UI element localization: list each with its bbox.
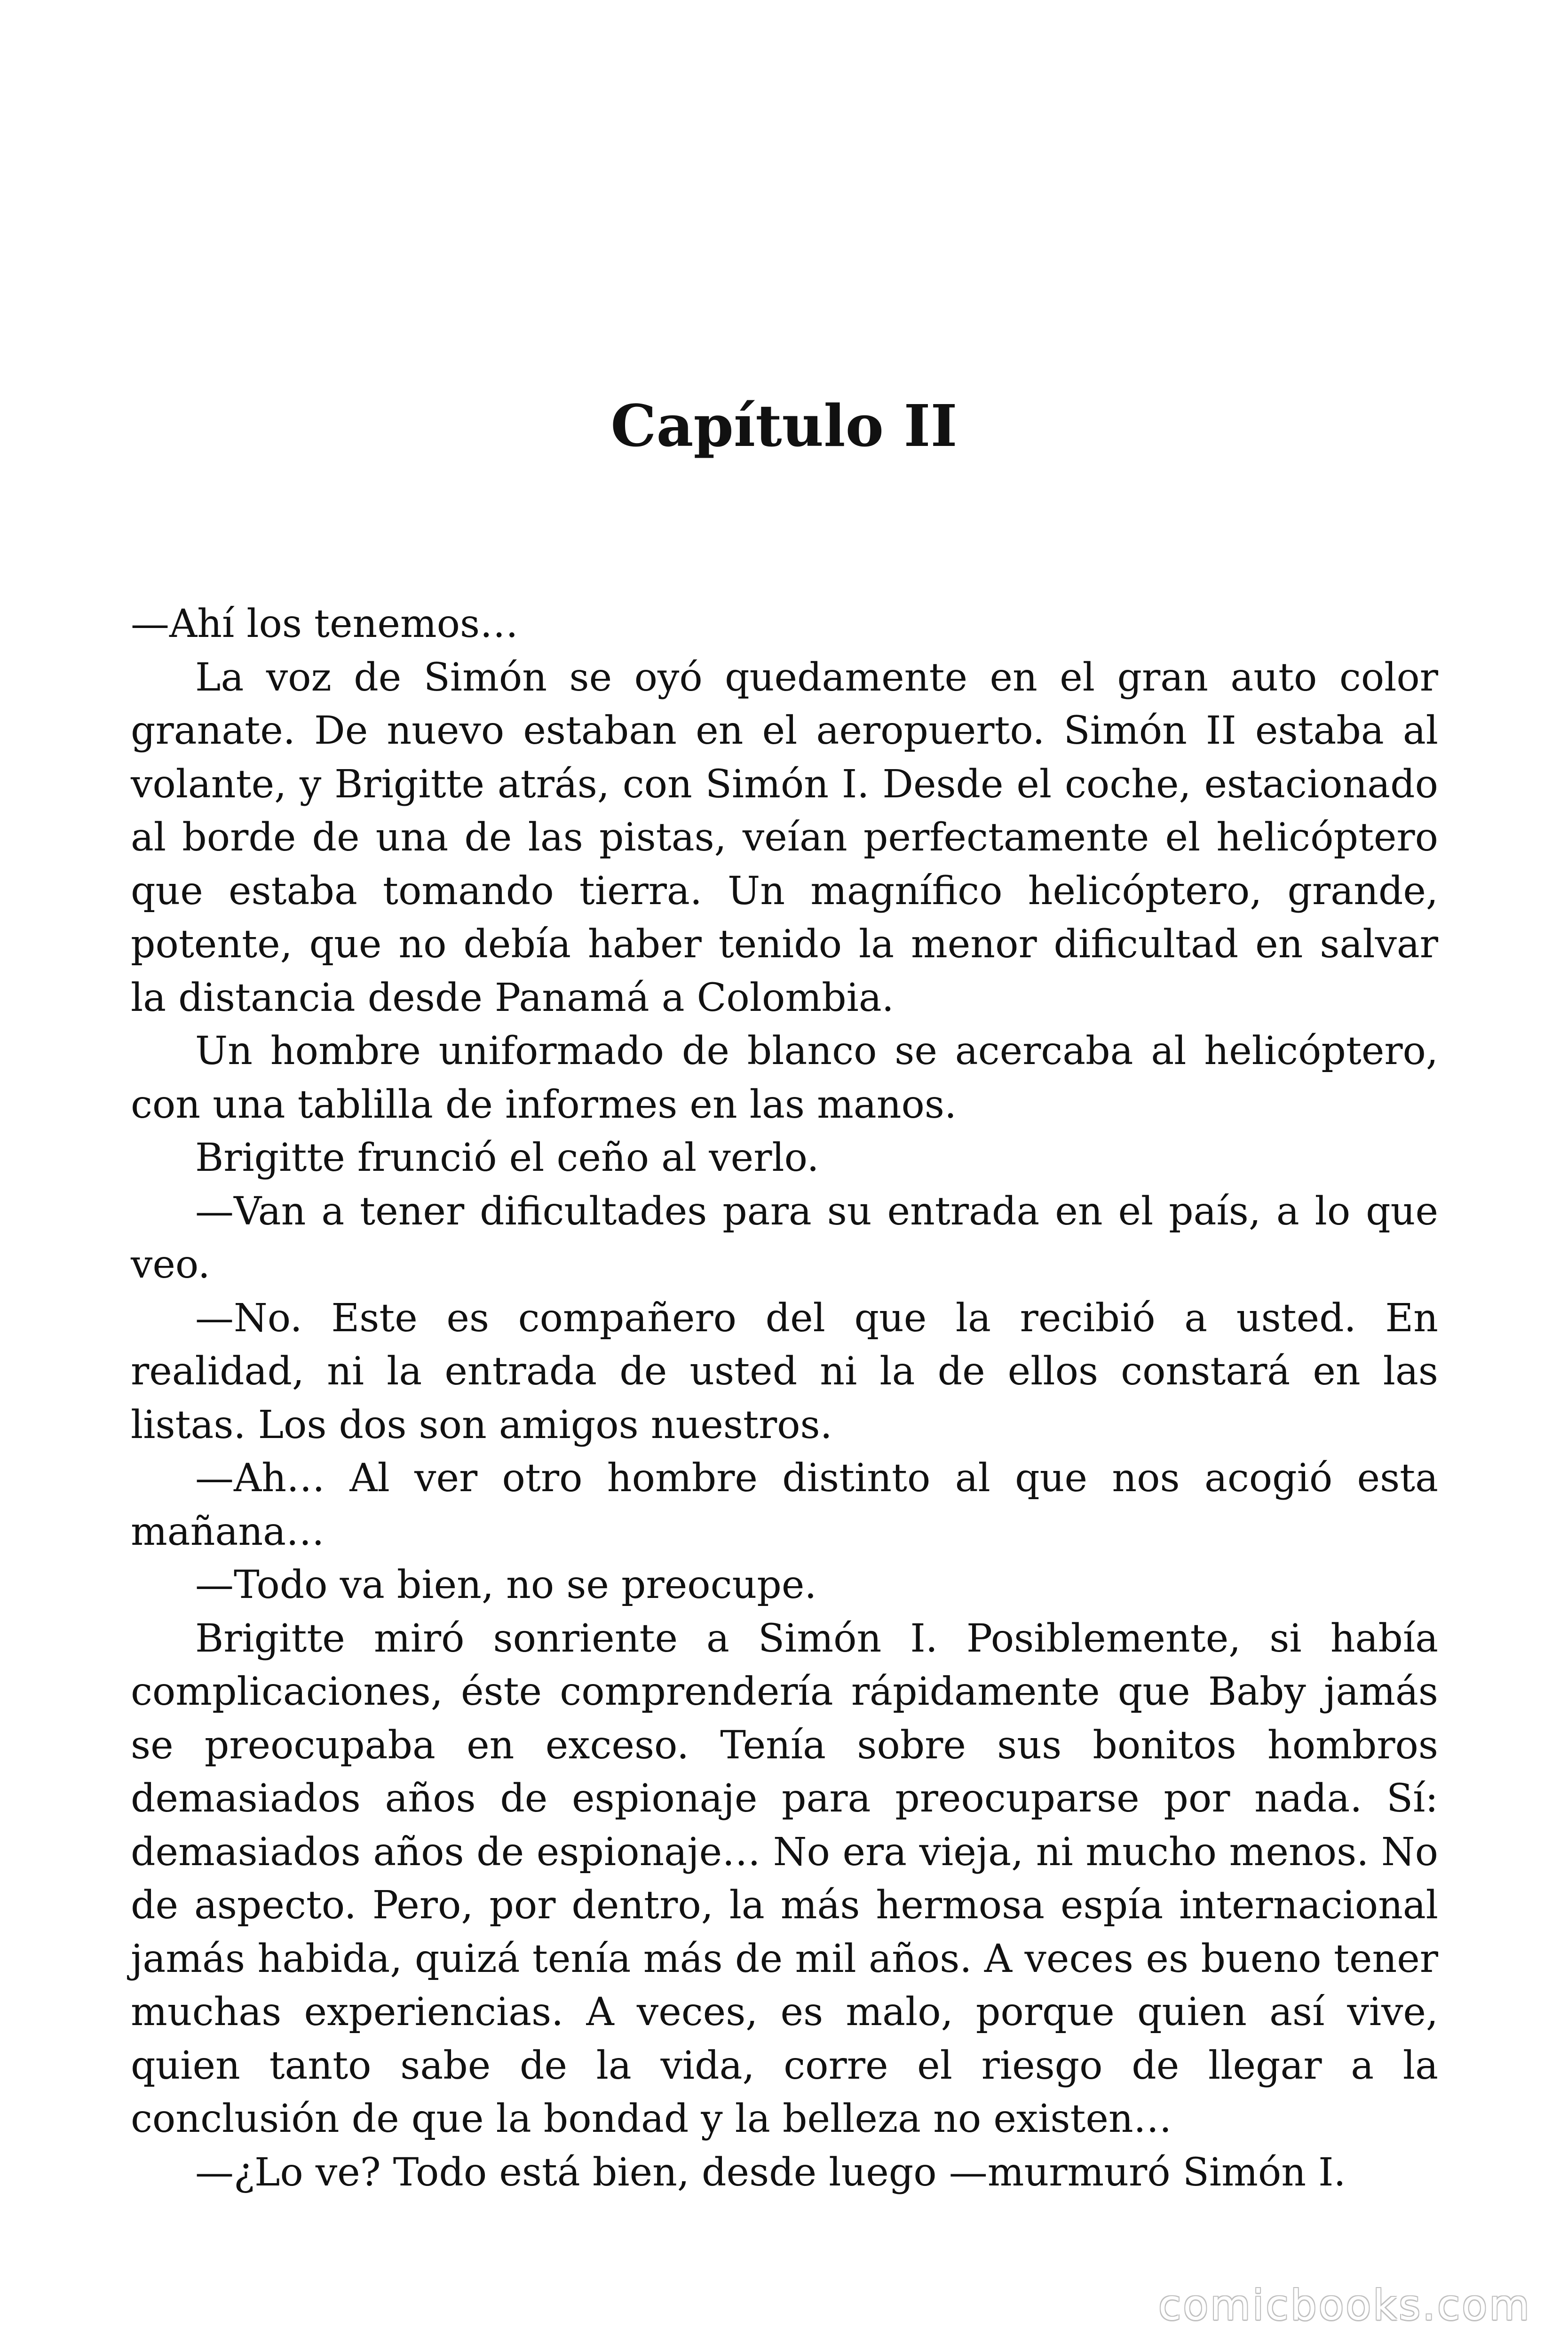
chapter-title: Capítulo II [610, 392, 958, 460]
paragraph: Un hombre uniformado de blanco se acercaba al helicóptero, con una tablilla de informes en las manos. [131, 1029, 1438, 1127]
paragraph: Brigitte frunció el ceño al verlo. [195, 1136, 819, 1180]
paragraph: La voz de Simón se oyó quedamente en el gran auto color granate. De nuevo estaban en el aeropuerto. Simón II estaba al volante, y Brigitte atrás, con Simón I. Desde el coche, estacionado al borde de una de las pistas, veían perfectamente el helicóptero que estaba tomando tierra. Un magnífico helicóptero, grande, potente, que no debía haber tenido la menor dificultad en salvar la distancia desde Panamá a Colombia. [131, 655, 1438, 1020]
paragraph: —Van a tener dificultades para su entrada en el país, a lo que veo. [131, 1189, 1438, 1287]
chapter-body [131, 597, 1438, 2199]
paragraph: —No. Este es compañero del que la recibió a usted. En realidad, ni la entrada de usted ni la de ellos constará en las listas. Los dos son amigos nuestros. [131, 1295, 1438, 1447]
paragraph: Brigitte miró sonriente a Simón I. Posiblemente, si había complicaciones, éste comprendería rápidamente que Baby jamás se preocupaba en exceso. Tenía sobre sus bonitos hombros demasiados años de espionaje para preocuparse por nada. Sí: demasiados años de espionaje… No era vieja, ni mucho menos. No de aspecto. Pero, por dentro, la más hermosa espía internacional jamás habida, quizá tenía más de mil años. A veces es bueno tener muchas experiencias. A veces, es malo, porque quien así vive, quien tanto sabe de la vida, corre el riesgo de llegar a la conclusión de que la bondad y la belleza no existen… [131, 1616, 1438, 2141]
paragraph: —Ah… Al ver otro hombre distinto al que nos acogió esta mañana… [131, 1456, 1438, 1554]
paragraph: —¿Lo ve? Todo está bien, desde luego —murmuró Simón I. [195, 2150, 1346, 2195]
paragraph: —Ahí los tenemos… [131, 602, 519, 646]
watermark: comicbooks.com [1158, 2281, 1531, 2329]
paragraph: —Todo va bien, no se preocupe. [195, 1563, 817, 1607]
